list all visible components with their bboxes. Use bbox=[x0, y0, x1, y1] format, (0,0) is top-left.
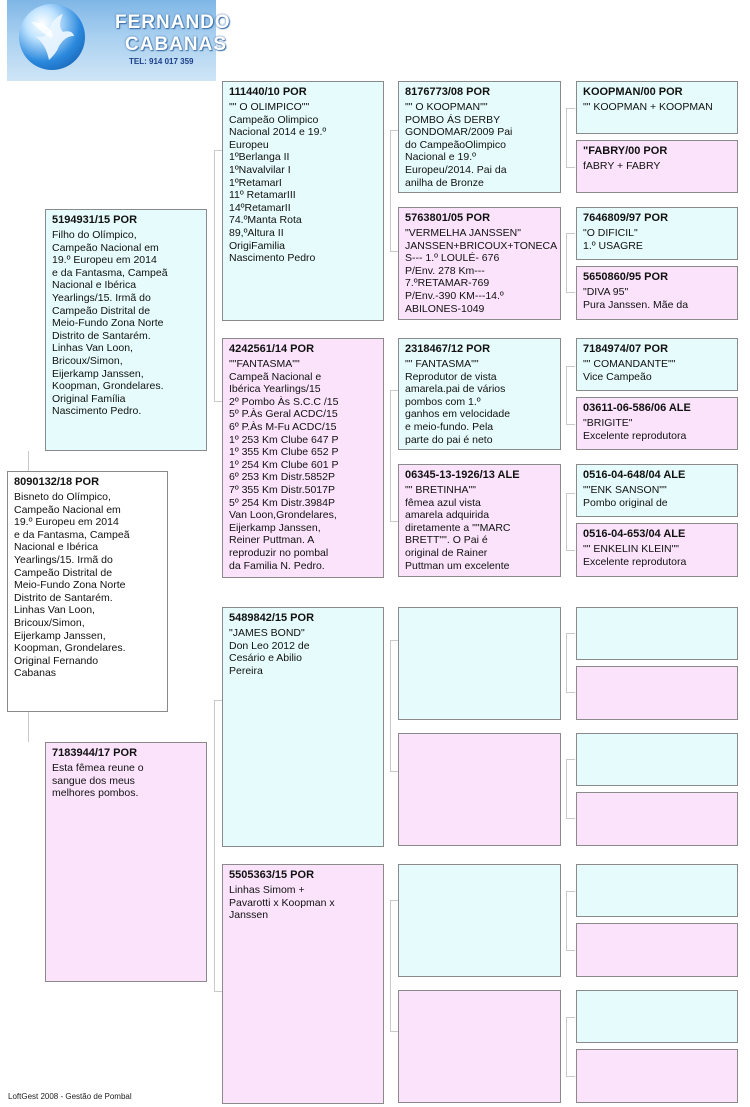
pedigree-card-main[interactable] bbox=[7, 471, 168, 712]
pedigree-card-dsss[interactable] bbox=[576, 607, 738, 660]
pedigree-card-sss[interactable] bbox=[398, 81, 561, 193]
pedigree-card-sds[interactable] bbox=[398, 338, 561, 450]
pigeon-description: "O DIFICIL" 1.º USAGRE bbox=[583, 227, 643, 252]
pedigree-card-sire[interactable] bbox=[45, 209, 207, 451]
breeder-logo bbox=[7, 0, 231, 81]
pedigree-card-sddd[interactable] bbox=[576, 523, 738, 577]
pedigree-card-dssd[interactable] bbox=[576, 666, 738, 720]
ring-number: 111440/10 POR bbox=[229, 86, 307, 98]
pigeon-description: "" O OLIMPICO"" Campeão Olimpico Nacional 2014 e 19.º Europeu 1ºBerlanga II 1ºNavalvilar I 1ºRetamarI 11º RetamarIII 14ºRetamarII 74.ºManta Rota 89,ºAltura II OrigiFamilia Nascimento Pedro bbox=[229, 101, 327, 265]
pigeon-description: "" O KOOPMAN"" POMBO ÁS DERBY GONDOMAR/2009 Pai do CampeãoOlimpico Nacional e 19.º Europeu/2014. Pai da anilha de Bronze bbox=[405, 101, 513, 189]
ring-number: 8090132/18 POR bbox=[14, 476, 100, 488]
pedigree-card-ddss[interactable] bbox=[576, 864, 738, 917]
connector-line bbox=[566, 1017, 575, 1077]
ring-number: 8176773/08 POR bbox=[405, 86, 491, 98]
ring-number: 7183944/17 POR bbox=[52, 747, 138, 759]
connector-line bbox=[566, 493, 575, 551]
connector-line bbox=[566, 633, 575, 693]
pedigree-card-dsd[interactable] bbox=[398, 733, 561, 846]
pedigree-card-dsdd[interactable] bbox=[576, 792, 738, 846]
ring-number: 5489842/15 POR bbox=[229, 612, 315, 624]
ring-number: "FABRY/00 POR bbox=[583, 145, 668, 157]
pedigree-card-ssds[interactable] bbox=[576, 207, 738, 260]
pedigree-card-sdsd[interactable] bbox=[576, 397, 738, 450]
pedigree-card-ddsd[interactable] bbox=[576, 923, 738, 977]
connector-line bbox=[566, 108, 575, 168]
pedigree-card-sssd[interactable] bbox=[576, 140, 738, 193]
pedigree-card-ssd[interactable] bbox=[398, 207, 561, 320]
pigeon-description: "BRIGITE" Excelente reprodutora bbox=[583, 417, 687, 442]
pigeon-icon bbox=[29, 12, 75, 62]
ring-number: 7646809/97 POR bbox=[583, 212, 669, 224]
pigeon-description: ""ENK SANSON"" Pombo original de bbox=[583, 484, 668, 509]
logo-name-line2: CABANAS bbox=[125, 34, 227, 55]
pedigree-card-ddds[interactable] bbox=[576, 990, 738, 1043]
pigeon-description: "VERMELHA JANSSEN" JANSSEN+BRICOUX+TONECA S--- 1.º LOULÉ- 676 P/Env. 278 Km--- 7.ºRETAMAR-769 P/Env.-390 KM---14.º ABILONES-1049 bbox=[405, 227, 558, 315]
globe-icon bbox=[19, 4, 85, 70]
pigeon-description: "" BRETINHA"" fêmea azul vista amarela adquirida diretamente a ""MARC BRETT"". O Pai é original de Rainer Puttman um excelente bbox=[405, 484, 511, 572]
pigeon-description: "DIVA 95" Pura Janssen. Mãe da bbox=[583, 286, 689, 311]
pedigree-card-sire-dam[interactable] bbox=[222, 338, 384, 578]
pigeon-description: "" COMANDANTE"" Vice Campeão bbox=[583, 358, 676, 383]
pigeon-description: "" KOOPMAN + KOOPMAN bbox=[583, 101, 713, 113]
connector-line bbox=[28, 712, 29, 742]
connector-line bbox=[566, 366, 575, 425]
ring-number: 4242561/14 POR bbox=[229, 343, 315, 355]
pigeon-description: Esta fêmea reune o sangue dos meus melhores pombos. bbox=[52, 762, 144, 800]
pigeon-description: Bisneto do Olímpico, Campeão Nacional em 19.º Europeu em 2014 e da Fantasma, Campeã Nacional e Ibérica Yearlings/15. Irmã do Campeão Distrital de Meio-Fundo Zona Norte Distrito de Santarém. Linhas Van Loon, Bricoux/Simon, Eijerkamp Janssen, Koopman, Grondelares. Original Fernando Cabanas bbox=[14, 491, 130, 680]
ring-number: KOOPMAN/00 POR bbox=[583, 86, 683, 98]
pedigree-card-ddd[interactable] bbox=[398, 990, 561, 1103]
pigeon-description: Linhas Simom + Pavarotti x Koopman x Janssen bbox=[229, 884, 335, 922]
ring-number: 2318467/12 POR bbox=[405, 343, 491, 355]
ring-number: 03611-06-586/06 ALE bbox=[583, 402, 691, 414]
pedigree-card-dss[interactable] bbox=[398, 607, 561, 720]
ring-number: 06345-13-1926/13 ALE bbox=[405, 469, 520, 481]
pedigree-card-sdss[interactable] bbox=[576, 338, 738, 391]
logo-name-line1: FERNANDO bbox=[115, 12, 231, 33]
pigeon-description: "JAMES BOND" Don Leo 2012 de Cesário e Abilio Pereira bbox=[229, 627, 310, 677]
logo-phone: TEL: 914 017 359 bbox=[129, 57, 194, 66]
pedigree-card-sire-sire[interactable] bbox=[222, 81, 384, 321]
pedigree-card-sdd[interactable] bbox=[398, 464, 561, 577]
connector-line bbox=[28, 451, 29, 471]
footer-credit: LoftGest 2008 - Gestão de Pombal bbox=[8, 1092, 132, 1101]
connector-line bbox=[566, 759, 575, 819]
pedigree-card-sdds[interactable] bbox=[576, 464, 738, 517]
pedigree-card-dam-dam[interactable] bbox=[222, 864, 384, 1104]
connector-line bbox=[566, 233, 575, 293]
pedigree-card-ssdd[interactable] bbox=[576, 266, 738, 320]
connector-line bbox=[566, 891, 575, 951]
pedigree-card-dsds[interactable] bbox=[576, 733, 738, 786]
ring-number: 5650860/95 POR bbox=[583, 271, 669, 283]
ring-number: 0516-04-653/04 ALE bbox=[583, 528, 686, 540]
ring-number: 5763801/05 POR bbox=[405, 212, 491, 224]
ring-number: 7184974/07 POR bbox=[583, 343, 669, 355]
ring-number: 0516-04-648/04 ALE bbox=[583, 469, 686, 481]
pigeon-description: fABRY + FABRY bbox=[583, 160, 661, 172]
pedigree-card-ssss[interactable] bbox=[576, 81, 738, 134]
pigeon-description: Filho do Olímpico, Campeão Nacional em 19.º Europeu em 2014 e da Fantasma, Campeã Nacional e Ibérica Yearlings/15. Irmã do Campeão Distrital de Meio-Fundo Zona Norte Distrito de Santarém. Linhas Van Loon, Bricoux/Simon, Eijerkamp Janssen, Koopman, Grondelares. Original Família Nascimento Pedro. bbox=[52, 229, 168, 418]
pigeon-description: "" ENKELIN KLEIN"" Excelente reprodutora bbox=[583, 543, 687, 568]
pedigree-card-dam[interactable] bbox=[45, 742, 207, 982]
pedigree-card-dam-sire[interactable] bbox=[222, 607, 384, 847]
pedigree-card-dddd[interactable] bbox=[576, 1049, 738, 1103]
pigeon-description: "" FANTASMA"" Reprodutor de vista amarela.pai de vários pombos com 1.º ganhos em velocidade e meio-fundo. Pela parte do pai é neto bbox=[405, 358, 511, 446]
pedigree-card-dds[interactable] bbox=[398, 864, 561, 977]
ring-number: 5505363/15 POR bbox=[229, 869, 315, 881]
ring-number: 5194931/15 POR bbox=[52, 214, 138, 226]
pigeon-description: ""FANTASMA"" Campeã Nacional e Ibérica Yearlings/15 2º Pombo Às S.C.C /15 5º P.Às Geral ACDC/15 6º P.Às M-Fu ACDC/15 1º 253 Km Clube 647 P 1º 355 Km Clube 652 P 1º 254 Km Clube 601 P 6º 253 Km Distr.5852P 7º 355 Km Distr.5017P 5º 254 Km Distr.3984P Van Loon,Grondelares, Eijerkamp Janssen, Reiner Puttman. A reproduzir no pombal da Familia N. Pedro. bbox=[229, 358, 339, 572]
